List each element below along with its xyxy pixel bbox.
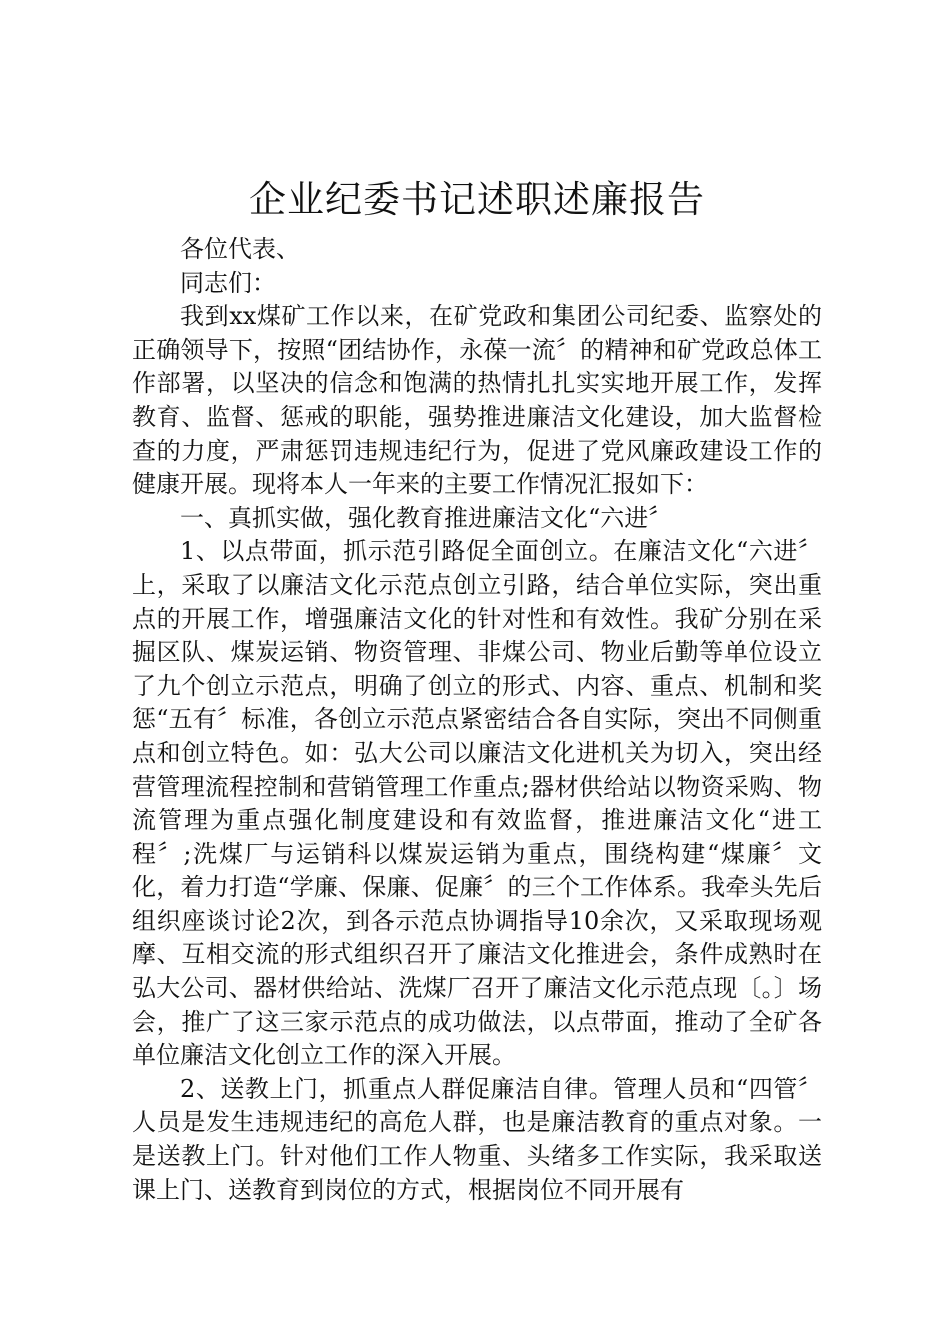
- salutation-line-2: 同志们：: [180, 268, 276, 297]
- body-paragraph: 1、以点带面，抓示范引路促全面创立。在廉洁文化“六进〞上，采取了以廉洁文化示范点创立引路，结合单位实际，突出重点的开展工作，增强廉洁文化的针对性和有效性。我矿分别在采掘区队、煤炭运销、物资管理、非煤公司、物业后勤等单位设立了九个创立示范点，明确了创立的形式、内容、重点、机制和奖惩“五有〞标准，各创立示范点紧密结合各自实际，突出不同侧重点和创立特色。如：弘大公司以廉洁文化进机关为切入，突出经营管理流程控制和营销管理工作重点;器材供给站以物资采购、物流管理为重点强化制度建设和有效监督，推进廉洁文化“进工程〞;洗煤厂与运销科以煤炭运销为重点，围绕构建“煤廉〞文化，着力打造“学廉、保廉、促廉〞的三个工作体系。我牵头先后组织座谈讨论2次，到各示范点协调指导10余次，又采取现场观摩、互相交流的形式组织召开了廉洁文化推进会，条件成熟时在弘大公司、器材供给站、洗煤厂召开了廉洁文化示范点现〔。〕场会，推广了这三家示范点的成功做法，以点带面，推动了全矿各单位廉洁文化创立工作的深入开展。: [132, 537, 822, 1070]
- section-heading: 一、真抓实做，强化教育推进廉洁文化“六进〞: [180, 503, 673, 532]
- intro-paragraph: 我到xx煤矿工作以来，在矿党政和集团公司纪委、监察处的正确领导下，按照“团结协作，永葆一流〞的精神和矿党政总体工作部署，以坚决的信念和饱满的热情扎扎实实地开展工作，发挥教育、监督、惩戒的职能，强势推进廉洁文化建设，加大监督检查的力度，严肃惩罚违规违纪行为，促进了党风廉政建设工作的健康开展。现将本人一年来的主要工作情况汇报如下：: [132, 302, 822, 499]
- body-paragraph: 2、送教上门，抓重点人群促廉洁自律。管理人员和“四管〞人员是发生违规违纪的高危人群，也是廉洁教育的重点对象。一是送教上门。针对他们工作人物重、头绪多工作实际，我采取送课上门、送教育到岗位的方式，根据岗位不同开展有: [132, 1074, 822, 1204]
- document-body: [132, 233, 822, 1207]
- salutation-line-1: 各位代表、: [180, 235, 300, 263]
- document-title: 企业纪委书记述职述廉报告: [249, 178, 705, 221]
